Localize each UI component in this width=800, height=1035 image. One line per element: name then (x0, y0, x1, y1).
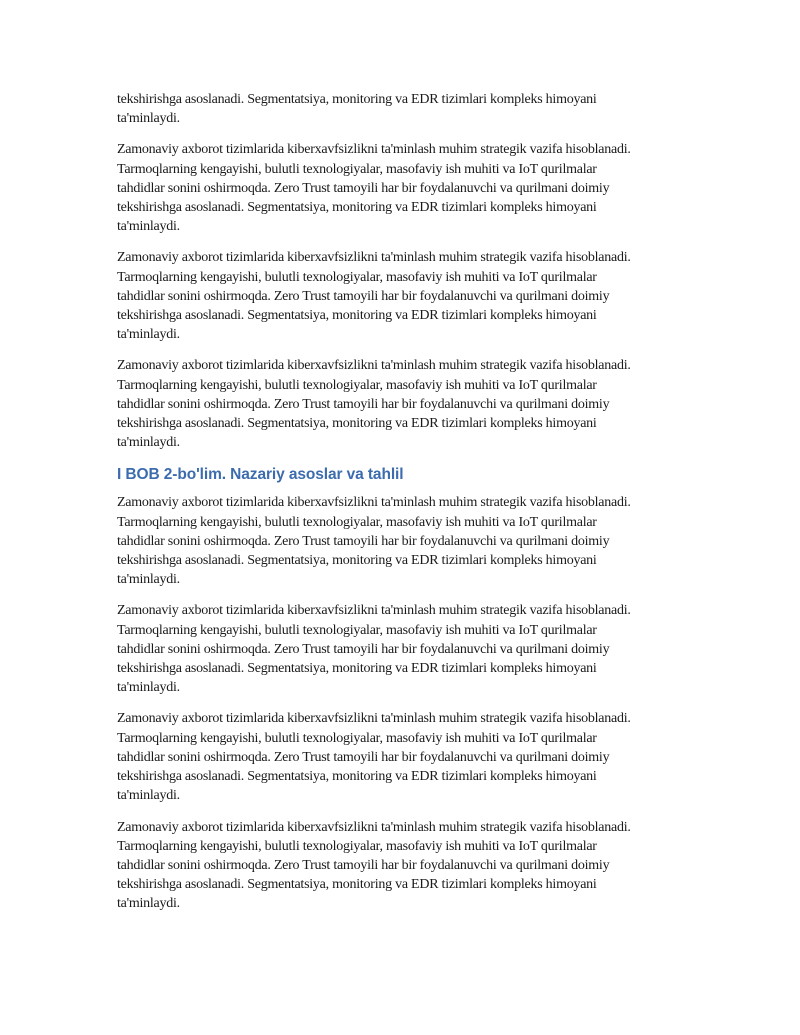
text-line: tahdidlar sonini oshirmoqda. Zero Trust tamoyili har bir foydalanuvchi va qurilmani doimiy (117, 180, 610, 196)
document-content (117, 90, 720, 926)
text-line: Tarmoqlarning kengayishi, bulutli texnologiyalar, masofaviy ish muhiti va IoT qurilmalar (117, 838, 597, 854)
text-line: Tarmoqlarning kengayishi, bulutli texnologiyalar, masofaviy ish muhiti va IoT qurilmalar (117, 514, 597, 530)
text-line: ta'minlaydi. (117, 896, 180, 912)
text-line: tahdidlar sonini oshirmoqda. Zero Trust tamoyili har bir foydalanuvchi va qurilmani doimiy (117, 857, 610, 873)
text-line: tekshirishga asoslanadi. Segmentatsiya, monitoring va EDR tizimlari kompleks himoyani (117, 661, 597, 677)
text-line: tekshirishga asoslanadi. Segmentatsiya, monitoring va EDR tizimlari kompleks himoyani (117, 553, 597, 569)
text-line: tahdidlar sonini oshirmoqda. Zero Trust tamoyili har bir foydalanuvchi va qurilmani doimiy (117, 533, 610, 549)
text-line: tahdidlar sonini oshirmoqda. Zero Trust tamoyili har bir foydalanuvchi va qurilmani doimiy (117, 641, 610, 657)
text-line: Zamonaviy axborot tizimlarida kiberxavfsizlikni ta'minlash muhim strategik vazifa hisoblanadi. (117, 603, 631, 619)
text-line: ta'minlaydi. (117, 680, 180, 696)
text-line: Tarmoqlarning kengayishi, bulutli texnologiyalar, masofaviy ish muhiti va IoT qurilmalar (117, 730, 597, 746)
text-line: Zamonaviy axborot tizimlarida kiberxavfsizlikni ta'minlash muhim strategik vazifa hisoblanadi. (117, 358, 631, 374)
paragraph (117, 248, 720, 344)
paragraph (117, 356, 720, 452)
paragraph (117, 140, 720, 236)
text-line: tahdidlar sonini oshirmoqda. Zero Trust tamoyili har bir foydalanuvchi va qurilmani doimiy (117, 288, 610, 304)
text-line: ta'minlaydi. (117, 111, 180, 127)
text-line: ta'minlaydi. (117, 327, 180, 343)
text-line: Tarmoqlarning kengayishi, bulutli texnologiyalar, masofaviy ish muhiti va IoT qurilmalar (117, 377, 597, 393)
text-line: tekshirishga asoslanadi. Segmentatsiya, monitoring va EDR tizimlari kompleks himoyani (117, 416, 597, 432)
paragraph (117, 493, 720, 589)
text-line: tahdidlar sonini oshirmoqda. Zero Trust tamoyili har bir foydalanuvchi va qurilmani doimiy (117, 396, 610, 412)
section-heading: I BOB 2-bo'lim. Nazariy asoslar va tahlil (117, 466, 404, 484)
paragraph (117, 818, 720, 914)
text-line: ta'minlaydi. (117, 219, 180, 235)
paragraph (117, 601, 720, 697)
text-line: Tarmoqlarning kengayishi, bulutli texnologiyalar, masofaviy ish muhiti va IoT qurilmalar (117, 161, 597, 177)
text-line: tekshirishga asoslanadi. Segmentatsiya, monitoring va EDR tizimlari kompleks himoyani (117, 877, 597, 893)
text-line: ta'minlaydi. (117, 435, 180, 451)
text-line: Zamonaviy axborot tizimlarida kiberxavfsizlikni ta'minlash muhim strategik vazifa hisoblanadi. (117, 250, 631, 266)
text-line: Zamonaviy axborot tizimlarida kiberxavfsizlikni ta'minlash muhim strategik vazifa hisoblanadi. (117, 819, 631, 835)
paragraph (117, 90, 720, 128)
paragraph (117, 709, 720, 805)
text-line: tekshirishga asoslanadi. Segmentatsiya, monitoring va EDR tizimlari kompleks himoyani (117, 92, 597, 107)
text-line: Tarmoqlarning kengayishi, bulutli texnologiyalar, masofaviy ish muhiti va IoT qurilmalar (117, 622, 597, 638)
text-line: ta'minlaydi. (117, 572, 180, 588)
text-line: tekshirishga asoslanadi. Segmentatsiya, monitoring va EDR tizimlari kompleks himoyani (117, 769, 597, 785)
text-line: Zamonaviy axborot tizimlarida kiberxavfsizlikni ta'minlash muhim strategik vazifa hisoblanadi. (117, 142, 631, 158)
text-line: Zamonaviy axborot tizimlarida kiberxavfsizlikni ta'minlash muhim strategik vazifa hisoblanadi. (117, 711, 631, 727)
text-line: tekshirishga asoslanadi. Segmentatsiya, monitoring va EDR tizimlari kompleks himoyani (117, 200, 597, 216)
text-line: tahdidlar sonini oshirmoqda. Zero Trust tamoyili har bir foydalanuvchi va qurilmani doimiy (117, 749, 610, 765)
text-line: ta'minlaydi. (117, 788, 180, 804)
text-line: Tarmoqlarning kengayishi, bulutli texnologiyalar, masofaviy ish muhiti va IoT qurilmalar (117, 269, 597, 285)
text-line: Zamonaviy axborot tizimlarida kiberxavfsizlikni ta'minlash muhim strategik vazifa hisoblanadi. (117, 495, 631, 511)
text-line: tekshirishga asoslanadi. Segmentatsiya, monitoring va EDR tizimlari kompleks himoyani (117, 308, 597, 324)
